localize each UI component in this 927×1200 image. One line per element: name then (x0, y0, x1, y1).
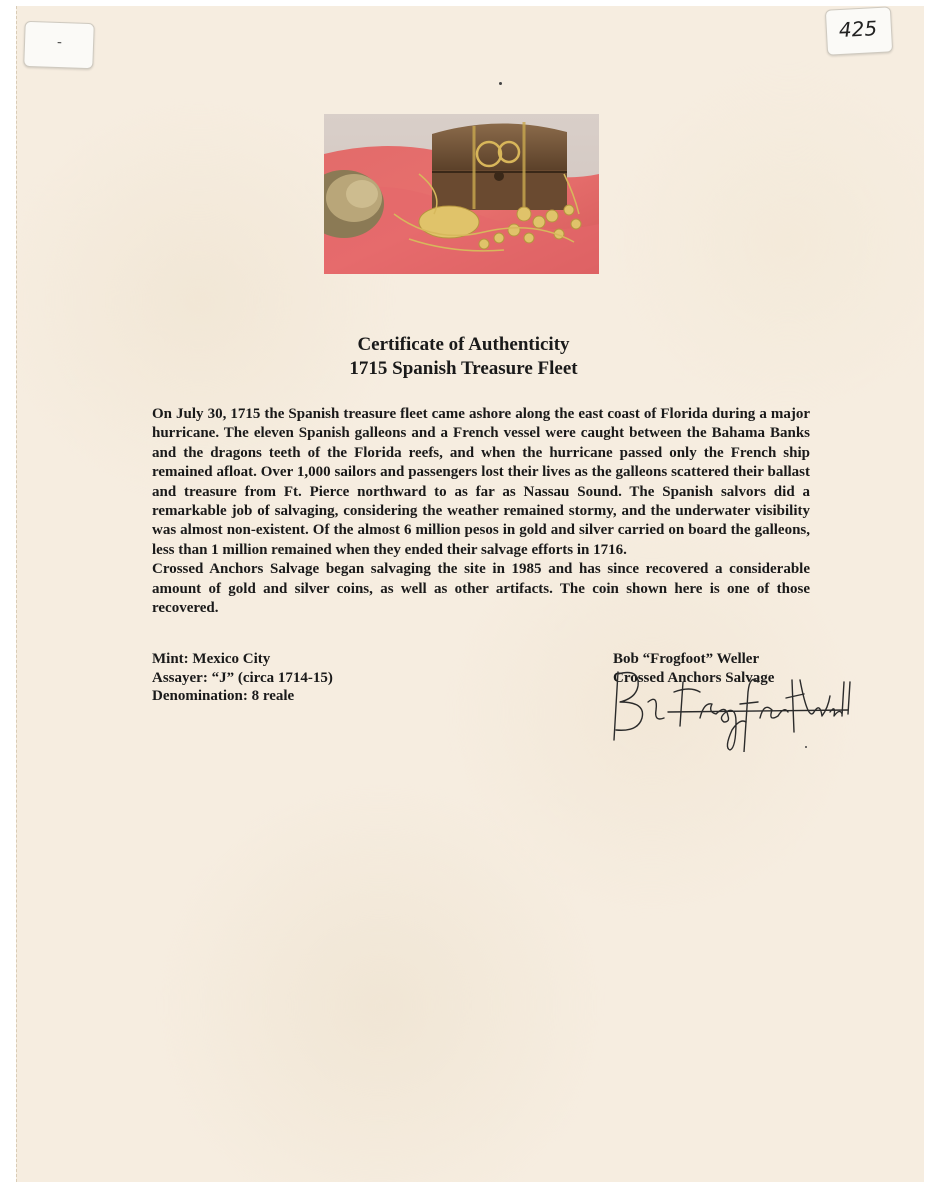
paper-speck (805, 746, 807, 748)
sticky-note-left (23, 21, 95, 69)
sticky-note-right (825, 6, 893, 55)
mint-line: Mint: Mexico City (152, 651, 271, 667)
signer-name: Bob “Frogfoot” Weller (613, 651, 760, 667)
sticky-note-right-text: 425 (838, 16, 878, 43)
treasure-photo-image (324, 114, 599, 274)
treasure-photo (324, 114, 599, 274)
certificate-title: Certificate of Authenticity (357, 334, 570, 355)
sticky-note-left-text: - (56, 34, 63, 51)
body-paragraph-history: On July 30, 1715 the Spanish treasure fleet came ashore along the east coast of Florida during a major hurricane. The eleven Spanish galleons and a French vessel were caught between the Bahama Banks and the dragons teeth of the Florida reefs, and when the hurricane passed only the French ship remained afloat. Over 1,000 sailors and passengers lost their lives as the galleons scattered their ballast and treasure from Ft. Pierce northward to as far as Nassau Sound. The Spanish salvors did a remarkable job of salvaging, considering the weather remained stormy, and the underwater visibility was almost non-existent. Of the almost 6 million pesos in gold and silver carried on board the galleons, less than 1 million remained when they ended their salvage efforts in 1716. (152, 406, 810, 558)
assayer-line: Assayer: “J” (circa 1714-15) (152, 669, 333, 686)
paper-speck (499, 82, 502, 85)
certificate-body (152, 405, 810, 618)
certificate-subtitle: 1715 Spanish Treasure Fleet (349, 358, 578, 379)
signer-company: Crossed Anchors Salvage (613, 669, 775, 686)
body-paragraph-salvage: Crossed Anchors Salvage began salvaging the site in 1985 and has since recovered a considerable amount of gold and silver coins, as well as other artifacts. The coin shown here is one of those recovered. (152, 561, 810, 617)
denomination-line: Denomination: 8 reale (152, 688, 295, 704)
handwritten-signature (608, 652, 858, 752)
coin-details (152, 650, 333, 706)
